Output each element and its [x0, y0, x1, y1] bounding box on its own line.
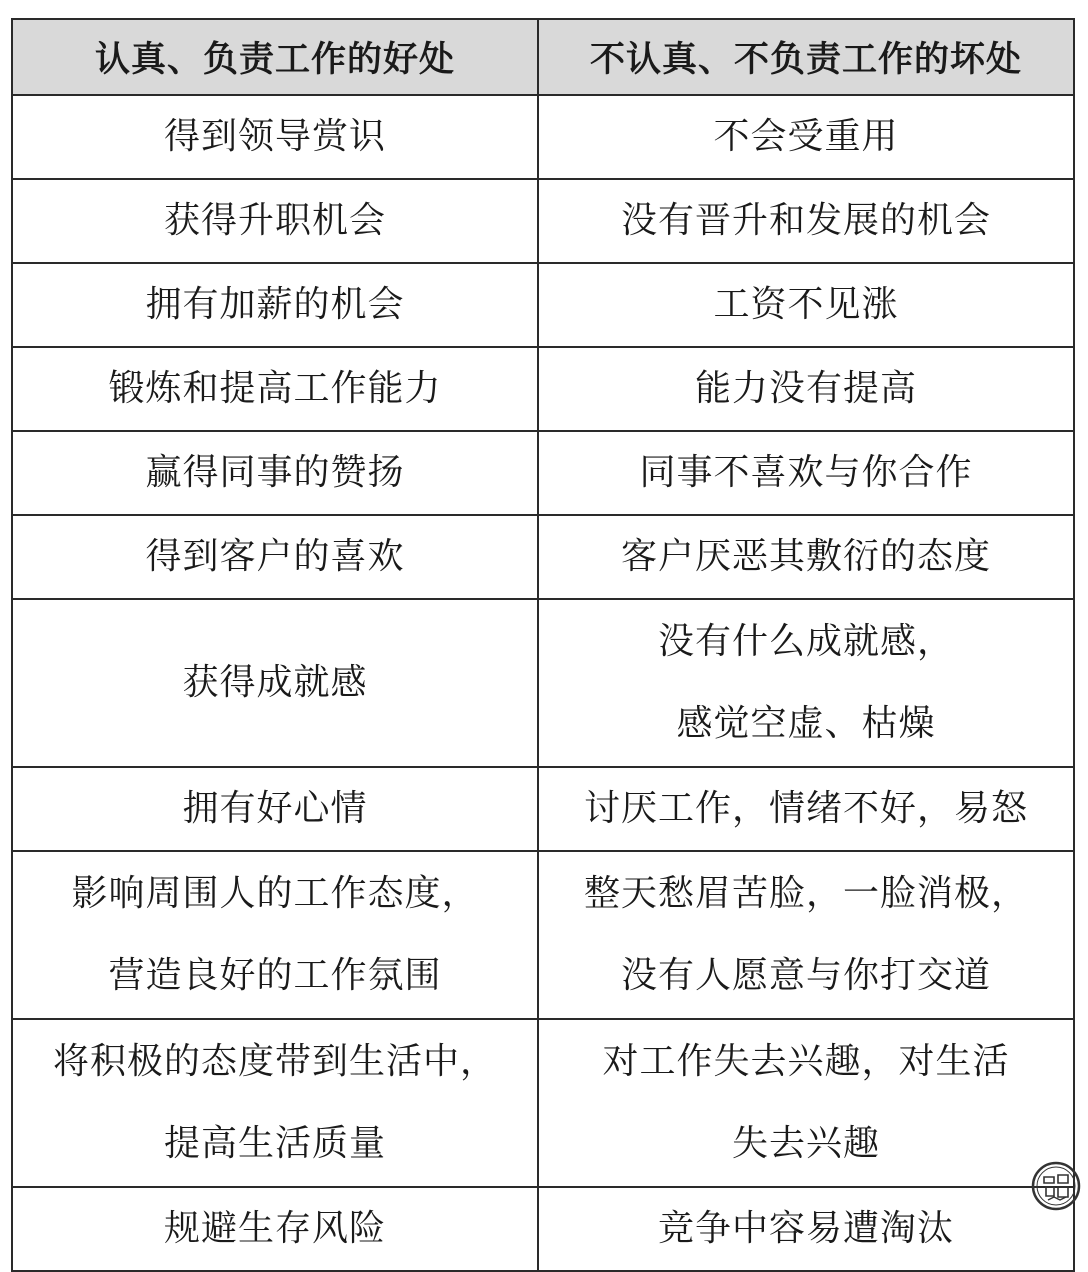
cell-good-line: 拥有好心情 [182, 788, 368, 829]
cell-good [12, 599, 538, 767]
cell-bad-line: 没有人愿意与你打交道 [620, 955, 991, 996]
cell-bad-line: 工资不见涨 [713, 284, 899, 325]
cell-bad-line: 失去兴趣 [731, 1123, 880, 1164]
cell-bad [538, 1019, 1074, 1187]
cell-bad [538, 179, 1074, 263]
cell-good [12, 263, 538, 347]
cell-bad-line: 对工作失去兴趣，对生活 [602, 1041, 1010, 1082]
cell-good-line: 提高生活质量 [163, 1123, 386, 1164]
cell-bad-line: 没有什么成就感， [657, 621, 954, 662]
cell-bad [538, 515, 1074, 599]
cell-good [12, 1187, 538, 1271]
table-row [12, 851, 1074, 1019]
table-row [12, 95, 1074, 179]
cell-good-line: 规避生存风险 [163, 1208, 386, 1249]
table-row [12, 1187, 1074, 1271]
cell-good [12, 851, 538, 1019]
header-good: 认真、负责工作的好处 [12, 19, 538, 95]
cell-bad [538, 851, 1074, 1019]
table-row [12, 179, 1074, 263]
seal-stamp-icon [1030, 1160, 1082, 1212]
cell-bad [538, 767, 1074, 851]
cell-bad-line: 整天愁眉苦脸，一脸消极， [583, 873, 1028, 914]
cell-good-line: 获得升职机会 [163, 200, 386, 241]
cell-bad-line: 客户厌恶其敷衍的态度 [620, 536, 991, 577]
cell-good-line: 赢得同事的赞扬 [145, 452, 405, 493]
cell-good [12, 347, 538, 431]
cell-good [12, 431, 538, 515]
cell-good-line: 得到客户的喜欢 [145, 536, 405, 577]
cell-bad-line: 能力没有提高 [694, 368, 917, 409]
cell-bad [538, 431, 1074, 515]
cell-bad-line: 不会受重用 [713, 116, 899, 157]
table-row [12, 431, 1074, 515]
table-row [12, 1019, 1074, 1187]
cell-good-line: 影响周围人的工作态度， [71, 873, 479, 914]
table-row [12, 599, 1074, 767]
cell-good [12, 95, 538, 179]
cell-good-line: 拥有加薪的机会 [145, 284, 405, 325]
cell-bad [538, 1187, 1074, 1271]
cell-bad [538, 95, 1074, 179]
table-row [12, 347, 1074, 431]
header-bad: 不认真、不负责工作的坏处 [538, 19, 1074, 95]
cell-bad [538, 347, 1074, 431]
cell-good [12, 1019, 538, 1187]
table-row [12, 767, 1074, 851]
cell-bad [538, 599, 1074, 767]
cell-good-line: 营造良好的工作氛围 [108, 955, 442, 996]
table-row [12, 263, 1074, 347]
comparison-table [11, 18, 1075, 1272]
cell-bad [538, 263, 1074, 347]
table-header-row [12, 19, 1074, 95]
cell-bad-line: 感觉空虚、枯燥 [676, 703, 936, 744]
cell-good [12, 515, 538, 599]
cell-good [12, 179, 538, 263]
table-row [12, 515, 1074, 599]
cell-bad-line: 竞争中容易遭淘汰 [657, 1208, 954, 1249]
table-body [12, 95, 1074, 1271]
comparison-table-container [11, 18, 1073, 1272]
cell-good [12, 767, 538, 851]
cell-good-line: 得到领导赏识 [163, 116, 386, 157]
cell-bad-line: 讨厌工作，情绪不好，易怒 [583, 788, 1028, 829]
cell-good-line: 将积极的态度带到生活中， [52, 1041, 497, 1082]
cell-bad-line: 没有晋升和发展的机会 [620, 200, 991, 241]
cell-bad-line: 同事不喜欢与你合作 [639, 452, 973, 493]
cell-good-line: 锻炼和提高工作能力 [108, 368, 442, 409]
cell-good-line: 获得成就感 [182, 662, 368, 703]
